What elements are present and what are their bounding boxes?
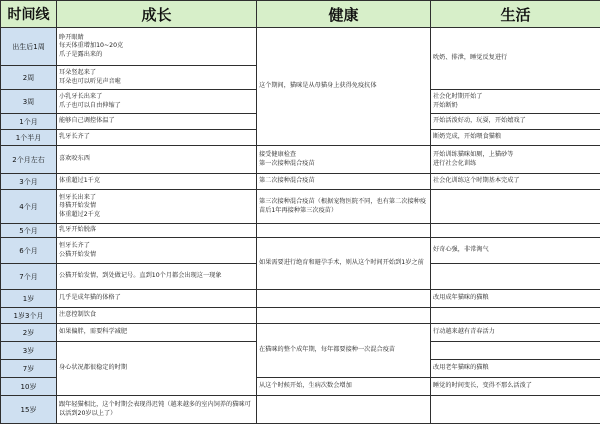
- time-cell: 1岁3个月: [1, 308, 57, 324]
- time-cell: 7个月: [1, 264, 57, 290]
- health-cell: 从这个时候开始，生病次数会增加: [257, 378, 431, 396]
- time-cell: 2岁: [1, 324, 57, 342]
- time-cell: 1岁: [1, 290, 57, 308]
- life-cell: 吮奶、排泄，睡觉反复进行: [431, 28, 600, 90]
- growth-cell: 跟年轻猫相比，这个时期会表现得迟钝（越来越多的室内饲养的猫咪可以活到20岁以上了）: [57, 396, 257, 424]
- header-growth: 成长: [57, 1, 257, 28]
- life-cell: 开始活泼好动，玩耍，开始嬉戏了: [431, 114, 600, 130]
- life-cell: 社会化时期开始了 开始断奶: [431, 90, 600, 114]
- growth-cell: 耳朵竖起来了 耳朵也可以听见声音啦: [57, 66, 257, 90]
- life-cell: [431, 308, 600, 324]
- time-cell: 2周: [1, 66, 57, 90]
- growth-cell: 注意控制饮食: [57, 308, 257, 324]
- time-cell: 3周: [1, 90, 57, 114]
- time-cell: 3岁: [1, 342, 57, 360]
- life-cell: 行动越来越有青春活力: [431, 324, 600, 342]
- time-cell: 10岁: [1, 378, 57, 396]
- growth-cell: 恒牙长齐了 公猫开始发情: [57, 238, 257, 264]
- header-health: 健康: [257, 1, 431, 28]
- health-cell: 第二次接种混合疫苗: [257, 174, 431, 190]
- header-life: 生活: [431, 1, 600, 28]
- growth-cell: 几乎是成年猫的体格了: [57, 290, 257, 308]
- time-cell: 6个月: [1, 238, 57, 264]
- life-cell: 改用成年猫咪的猫粮: [431, 290, 600, 308]
- time-cell: 5个月: [1, 224, 57, 238]
- health-cell: 第三次接种混合疫苗（根据宠物医院不同，也有第二次接种疫苗后1年再接种第三次疫苗）: [257, 190, 431, 224]
- life-cell: [431, 396, 600, 424]
- life-cell: 断奶完成，开始喂食猫粮: [431, 130, 600, 146]
- life-cell: [431, 342, 600, 360]
- life-cell: 好奇心强，非常淘气: [431, 238, 600, 264]
- growth-cell: 能够自己调控体温了: [57, 114, 257, 130]
- time-cell: 4个月: [1, 190, 57, 224]
- growth-cell: 身心状况都很稳定的时期: [57, 342, 257, 396]
- life-cell: 睡觉的时间变长，变得不那么活泼了: [431, 378, 600, 396]
- health-cell: 接受健康检查 第一次接种混合疫苗: [257, 146, 431, 174]
- life-cell: 社会化训练这个时期基本完成了: [431, 174, 600, 190]
- growth-cell: 体重超过1千克: [57, 174, 257, 190]
- health-cell: 这个期间，猫咪是从母猫身上获得免疫抗体: [257, 28, 431, 146]
- health-cell: 如果需要进行绝育和避孕手术，则从这个时间开始到1岁之前: [257, 238, 431, 290]
- growth-cell: 小乳牙长出来了 爪子也可以自由伸缩了: [57, 90, 257, 114]
- life-cell: 改用老年猫咪的猫粮: [431, 360, 600, 378]
- life-cell: [431, 190, 600, 224]
- growth-cell: 如果偏胖，需要科学减肥: [57, 324, 257, 342]
- growth-cell: 睁开眼睛 每天体重增加10~20克 爪子是露出来的: [57, 28, 257, 66]
- time-cell: 15岁: [1, 396, 57, 424]
- health-cell: [257, 308, 431, 324]
- time-cell: 1个月: [1, 114, 57, 130]
- time-cell: 7岁: [1, 360, 57, 378]
- life-cell: [431, 224, 600, 238]
- health-cell: [257, 290, 431, 308]
- life-cell: 开始训练猫咪如厕，上猫砂等 进行社会化训练: [431, 146, 600, 174]
- growth-cell: 乳牙长齐了: [57, 130, 257, 146]
- growth-cell: 喜欢咬东西: [57, 146, 257, 174]
- growth-cell: 恒牙长出来了 母猫开始发情 体重超过2千克: [57, 190, 257, 224]
- time-cell: 2个月左右: [1, 146, 57, 174]
- health-cell: [257, 224, 431, 238]
- life-cell: [431, 264, 600, 290]
- growth-cell: 公猫开始发情，到处做记号。直到10个月都会出现这一现象: [57, 264, 257, 290]
- time-cell: 3个月: [1, 174, 57, 190]
- header-time: 时间线: [1, 1, 57, 28]
- growth-cell: 乳牙开始脱落: [57, 224, 257, 238]
- time-cell: 出生后1周: [1, 28, 57, 66]
- time-cell: 1个半月: [1, 130, 57, 146]
- health-cell: [257, 396, 431, 424]
- health-cell: 在猫咪的整个成年期，每年都要接种一次混合疫苗: [257, 324, 431, 378]
